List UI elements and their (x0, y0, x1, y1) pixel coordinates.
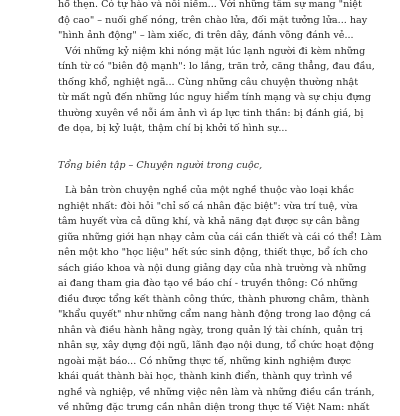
text-line: Với những kỷ niệm khi nóng mặt lúc lạnh người đi kèm những (65, 45, 366, 57)
paragraph-spacer (58, 173, 368, 183)
text-line: thống khổ, nghiệt ngã... Cùng những câu chuyện thường nhật (58, 76, 359, 88)
text-line: "hình ảnh động" – làm xiếc, đi trên dây, đánh võng đánh vẻ... (58, 30, 354, 41)
text-line: tính từ có "biên độ mạnh": lo lắng, trăn trở, căng thẳng, đau đầu, (58, 61, 375, 72)
text-line: nên một kho "học liệu" hết sức sinh động, thiết thực, bổ ích cho (58, 247, 368, 258)
text-column (58, 0, 382, 416)
paragraph-1 (58, 0, 375, 137)
text-line: nghiệt nhất: đòi hỏi "chỉ số cá nhân đặc biệt": vừa trí tuệ, vừa (58, 200, 358, 212)
text-line: từ mất ngủ đến những lúc nguy hiểm tính mạng và sự chịu đựng (58, 92, 371, 103)
text-line: ai đang tham gia đào tạo về báo chí - truyền thông: Có những (58, 278, 358, 289)
text-line: hổ thẹn. Có tự hào và nỗi niềm... Với những tâm sự mang "niệt (58, 0, 362, 10)
section-heading: Tổng biên tập – Chuyện người trong cuộc, (58, 159, 263, 171)
text-line: thường xuyên về nỗi ám ảnh vì áp lực tinh thần: bị đánh giá, bị (58, 107, 364, 119)
text-line: sách giáo khoa và nội dung giảng dạy của nhà trường và những (58, 262, 367, 274)
text-line: độ cao" – nuối ghế nóng, trên chào lửa, đối mặt tưởng lửa... hay (58, 14, 368, 26)
text-line: tâm huyết vừa cả dũng khí, và khả năng đạt được sự cân bằng (58, 216, 360, 227)
text-line: giữa những giới hạn nhạy cảm của cái cần thiết và cái có thể! Làm (58, 231, 382, 243)
text-line: nhân sự, xây dựng đội ngũ, lãnh đạo nội dung, tổ chức hoạt động (58, 340, 374, 351)
text-line: điều được tổng kết thành công thức, thành phương châm, thành (58, 293, 370, 305)
text-line: về những đặc trưng cần nhân diện trong thực tế Việt Nam: nhất (58, 402, 370, 413)
text-line: nhân và điều hành hằng ngày, trong quản lý tài chính, quản trị (58, 324, 363, 336)
text-line: khái quát thành bài học, thành kinh điển, thành quy trình về (58, 371, 353, 382)
text-line: nghề và nghiệp, về những việc nên làm và những điều cần tránh, (58, 386, 375, 398)
paragraph-spacer (58, 137, 368, 158)
text-line: ngoài mặt báo... Có những thực tế, những kinh nghiệm được (58, 355, 351, 367)
paragraph-2 (58, 183, 382, 416)
text-line: "khẩu quyết" như những cẩm nang hành động trong lao động cá (58, 309, 371, 320)
text-line: đe dọa, bị kỷ luật, thậm chí bị khởi tố hình sự... (58, 123, 288, 134)
text-line: Là bản tròn chuyện nghề của một nghề thuộc vào loại khắc (65, 185, 354, 196)
